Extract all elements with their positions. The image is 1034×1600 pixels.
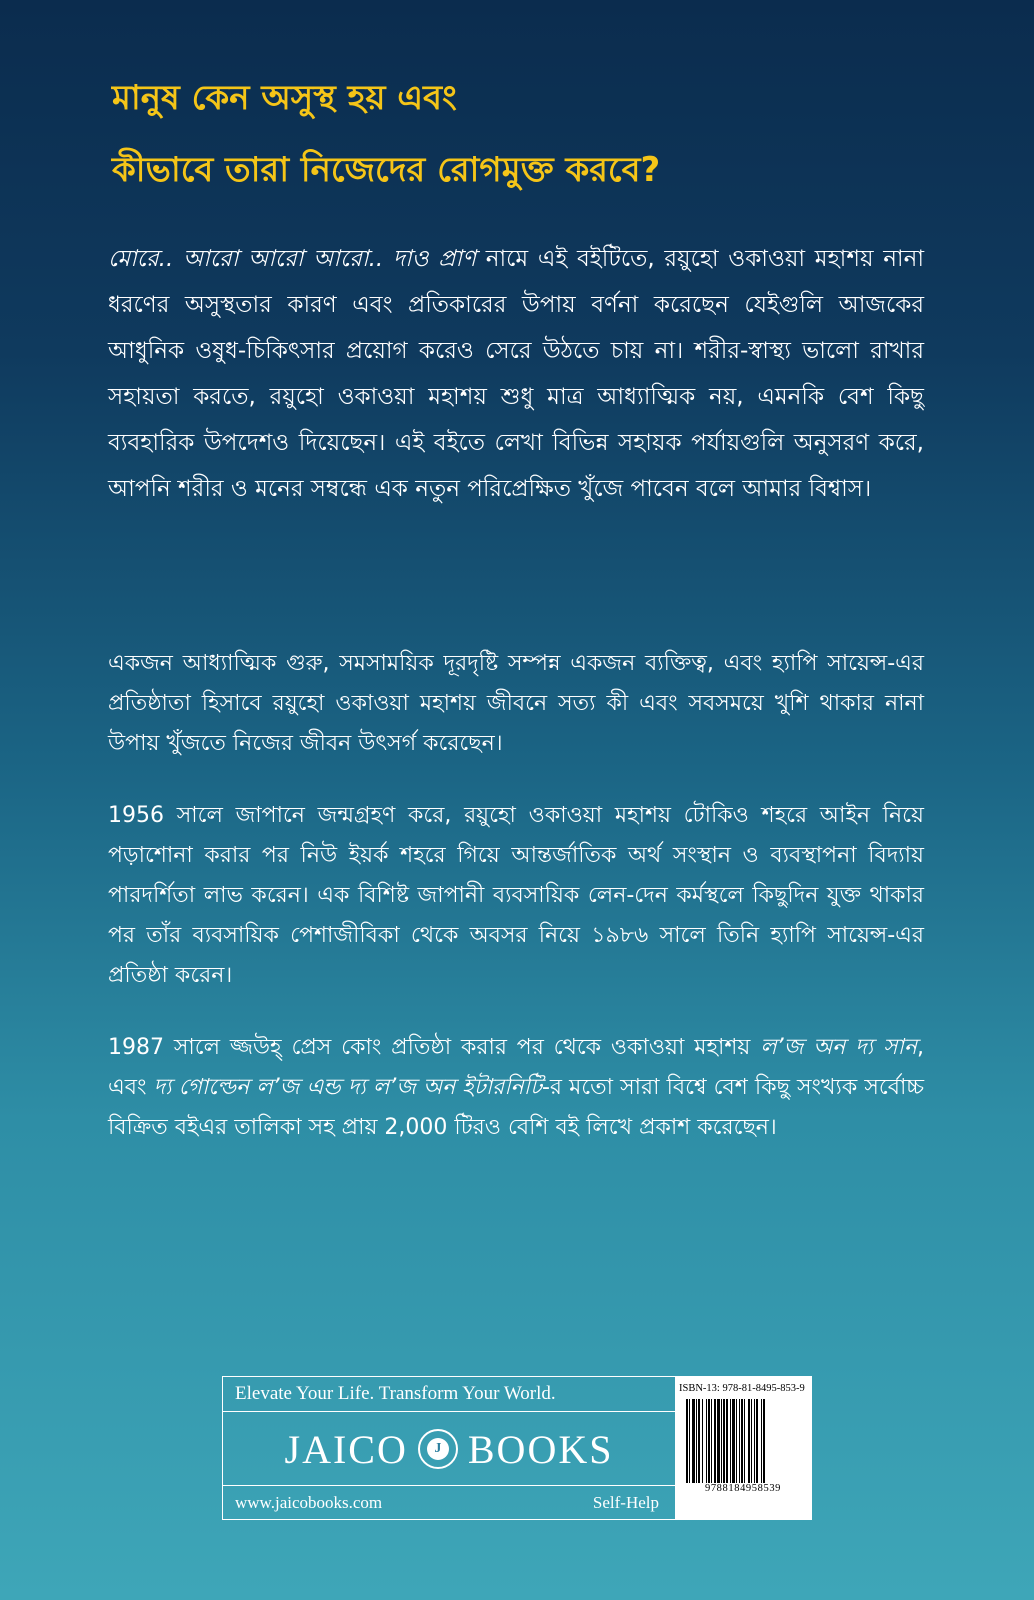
publisher-website: www.jaicobooks.com (235, 1493, 383, 1512)
isbn-label: ISBN-13: 978-81-8495-853-9 (679, 1383, 805, 1394)
p3-end: -র মতো সারা বিশ্বে বেশ কিছু সংখ্যক সর্বোচ্চ বিক্রিত বইএর তালিকা সহ প্রায় 2,000 টিরও বেশি বই লিখে প্রকাশ করেছেন। (108, 1075, 924, 1140)
headline (112, 62, 932, 206)
intro-paragraph (108, 236, 924, 512)
p3-start: 1987 সালে জ্জউহ্ প্রেস কোং প্রতিষ্ঠা করার পর থেকে ওকাওয়া মহাশয় (108, 1035, 761, 1060)
about-paragraph-1: একজন আধ্যাত্মিক গুরু, সমসাময়িক দূরদৃষ্টি সম্পন্ন একজন ব্যক্তিত্ব, এবং হ্যাপি সায়েন্স-এর প্রতিষ্ঠাতা হিসাবে রয়ুহো ওকাওয়া মহাশয় জীবনে সত্য কী এবং সবসময়ে খুশি থাকার নানা উপায় খুঁজতে নিজের জীবন উৎসর্গ করেছেন। (108, 651, 924, 756)
publisher-logo (223, 1415, 675, 1483)
headline-line-2: কীভাবে তারা নিজেদের রোগমুক্ত করবে? (112, 150, 661, 190)
divider (223, 1411, 675, 1412)
barcode-number: 9788184958539 (704, 1483, 782, 1494)
jaico-emblem-icon (418, 1429, 458, 1469)
headline-line-1: মানুষ কেন অসুস্থ হয় এবং (112, 78, 457, 118)
publisher-panel (223, 1377, 675, 1519)
book-category: Self-Help (592, 1493, 659, 1512)
barcode-icon (685, 1399, 801, 1483)
brand-name-left: JAICO (284, 1426, 408, 1472)
intro-book-title: মোরে.. আরো আরো আরো.. দাও প্রাণ (108, 246, 477, 272)
intro-text: নামে এই বইটিতে, রয়ুহো ওকাওয়া মহাশয় নানা ধরণের অসুস্থতার কারণ এবং প্রতিকারের উপায় বর্ণনা করেছেন যেইগুলি আজকের আধুনিক ওষুধ-চিকিৎসার প্রয়োগ করেও সেরে উঠতে চায় না। শরীর-স্বাস্থ্য ভালো রাখার সহায়তা করতে, রয়ুহো ওকাওয়া মহাশয় শুধু মাত্র আধ্যাত্মিক নয়, এমনকি বেশ কিছু ব্যবহারিক উপদেশও দিয়েছেন। এই বইতে লেখা বিভিন্ন সহায়ক পর্যায়গুলি অনুসরণ করে, আপনি শরীর ও মনের সম্বন্ধে এক নতুন পরিপ্রেক্ষিত খুঁজে পাবেন বলে আমার বিশ্বাস। (108, 246, 924, 502)
book-title-laws-of-sun: ল’জ অন দ্য সান (760, 1035, 917, 1060)
about-paragraph-2: 1956 সালে জাপানে জন্মগ্রহণ করে, রয়ুহো ওকাওয়া মহাশয় টোকিও শহরে আইন নিয়ে পড়াশোনা করার পর নিউ ইয়র্ক শহরে গিয়ে আন্তর্জাতিক অর্থ সংস্থান ও ব্যবস্থাপনা বিদ্যায় পারদর্শিতা লাভ করেন। এক বিশিষ্ট জাপানী ব্যবসায়িক লেন-দেন কর্মস্থলে কিছুদিন যুক্ত থাকার পর তাঁর ব্যবসায়িক পেশাজীবিকা থেকে অবসর নিয়ে ১৯৮৬ সালে তিনি হ্যাপি সায়েন্স-এর প্রতিষ্ঠা করেন। (108, 803, 924, 988)
barcode-panel (675, 1377, 811, 1519)
about-paragraph-3 (108, 1028, 924, 1148)
p3-mid: , এবং (108, 1035, 924, 1100)
book-title-golden-laws: দ্য গোল্ডেন ল’জ এন্ড দ্য ল’জ অন ইটারনিটি (153, 1075, 542, 1100)
divider (223, 1485, 675, 1486)
brand-name-right: BOOKS (467, 1426, 614, 1472)
emblem-letter: J (427, 1438, 449, 1460)
publisher-tagline: Elevate Your Life. Transform Your World. (235, 1383, 556, 1404)
publisher-footer-box (222, 1376, 812, 1520)
